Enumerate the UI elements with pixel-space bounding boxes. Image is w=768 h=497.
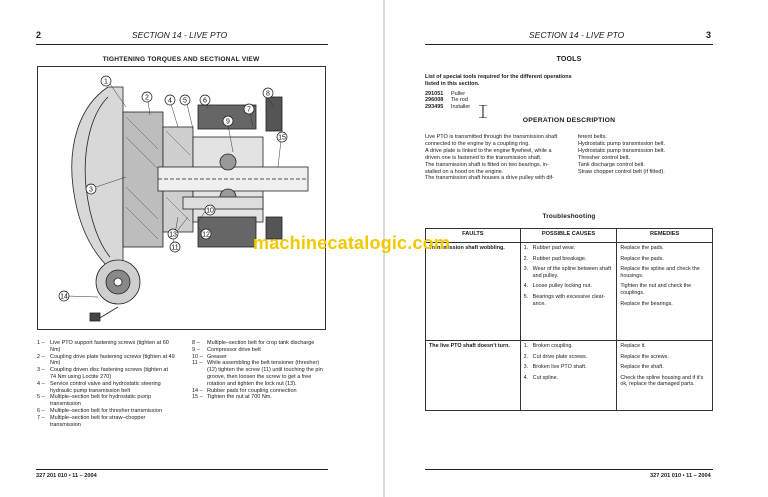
mouse-cursor-icon <box>478 105 488 123</box>
legend-item: 6 – Multiple–section belt for thresher transmission <box>37 407 162 414</box>
causes-cell: 1. Broken coupling. 2. Cut drive plate screws. 3. Broken live PTO shaft. 4. Cut spline. <box>520 341 617 411</box>
header-causes: POSSIBLE CAUSES <box>520 229 617 243</box>
callout-6 <box>200 95 210 105</box>
legend-item: 15 – Tighten the nut at 700 Nm. <box>192 394 272 401</box>
svg-text:9: 9 <box>226 118 230 126</box>
legend-left <box>37 340 175 428</box>
legend-right <box>192 340 330 401</box>
svg-text:14: 14 <box>60 293 68 301</box>
svg-text:10: 10 <box>206 207 214 215</box>
svg-text:4: 4 <box>168 97 172 105</box>
tools-section <box>425 74 575 111</box>
sectional-view-figure <box>37 66 326 330</box>
callout-9 <box>223 116 233 126</box>
operation-text-left: Live PTO is transmitted through the transmission shaft connected to the engine by a coupling ring. A drive plate is linked to the engine flywheel, while a driven one is fastened to the transmission shaft. The transmission shaft is fitted on two bearings, in- stalled on a hood on the engine. The transmission shaft houses a drive pulley with dif- <box>425 134 558 182</box>
callout-3 <box>86 184 96 194</box>
watermark-text: machinecatalogic.com <box>253 233 451 253</box>
callout-5 <box>180 95 190 105</box>
legend-item: 4 – Service control valve and hydrostatic steering hydraulic pump transmission belt <box>37 380 161 394</box>
legend-item: 8 – Multiple–section belt for crop tank discharge <box>192 340 315 346</box>
fault-cell: Transmission shaft wobbling. <box>426 243 521 341</box>
footer-right: 327 201 010 • 11 – 2004 <box>650 473 711 479</box>
table-header-row <box>426 229 713 243</box>
table-row <box>426 243 713 341</box>
tools-intro: List of special tools required for the different operations listed in this section. <box>425 74 572 87</box>
header-rule-right <box>425 44 713 45</box>
callout-7 <box>244 104 254 114</box>
footer-rule-left <box>36 469 328 470</box>
figure-title: TIGHTENING TORQUES AND SECTIONAL VIEW <box>102 56 260 63</box>
tools-title: TOOLS <box>556 56 582 63</box>
legend-item: 9 – Compressor drive belt <box>192 346 261 353</box>
troubleshooting-title: Troubleshooting <box>542 213 596 220</box>
svg-text:13: 13 <box>169 231 177 239</box>
callout-15 <box>277 132 287 142</box>
legend-item: 3 – Coupling driven disc fastening screws (tighten at 74 Nm using Loctite 270) <box>37 367 169 380</box>
callout-12 <box>201 229 211 239</box>
svg-text:15: 15 <box>278 134 286 142</box>
troubleshooting-table <box>425 228 713 411</box>
callout-13 <box>168 229 178 239</box>
section-title-right: SECTION 14 - LIVE PTO <box>529 30 625 40</box>
callout-14 <box>59 291 69 301</box>
tool-row: 296008 Tie rod <box>425 97 468 104</box>
footer-rule-right <box>425 469 713 470</box>
svg-text:2: 2 <box>145 94 149 102</box>
svg-text:1: 1 <box>104 78 108 86</box>
callout-10 <box>205 205 215 215</box>
footer-left: 327 201 010 • 11 – 2004 <box>36 473 97 479</box>
section-title-left: SECTION 14 - LIVE PTO <box>132 30 228 40</box>
callout-4 <box>165 95 175 105</box>
callout-2 <box>142 92 152 102</box>
fault-cell: The live PTO shaft doesn't turn. <box>426 341 521 411</box>
header-remedies: REMEDIES <box>617 229 713 243</box>
sectional-drawing <box>38 67 325 329</box>
table-row <box>426 341 713 411</box>
svg-text:5: 5 <box>183 97 187 105</box>
remedies-cell: Replace it. Replace the screws. Replace the shaft. Check the spline housing and if it's ok, replace the damaged parts. <box>617 341 713 411</box>
svg-text:3: 3 <box>89 186 93 194</box>
causes-cell: 1. Rubber pad wear. 2. Rubber pad breakage. 3. Wear of the spline between shaft and pulley. 4. Loose pulley locking nut. 5. Bearings with excessive clear- ance. <box>520 243 617 341</box>
svg-text:12: 12 <box>202 231 210 239</box>
legend-item: 5 – Multiple–section belt for hydrostatic pump transmission <box>37 394 152 408</box>
legend-item: 7 – Multiple–section belt for straw–chopper transmission <box>37 414 146 428</box>
tool-row: 293495 Installer <box>425 104 471 111</box>
callout-8 <box>263 88 273 98</box>
callout-11 <box>170 242 180 252</box>
legend-item: 2 – Coupling drive plate fastening screws (tighten at 49 Nm) <box>37 353 175 367</box>
callout-1 <box>101 76 111 86</box>
header-faults: FAULTS <box>426 229 521 243</box>
legend-item: 11 – While assembling the belt tensioner (thresher) (12) tighten the screw (11) until touching the pin groove, then loosen the screw to get a free rotation and tighten the lock nut (13). <box>192 360 323 387</box>
legend-item: 10 – Greaser <box>192 353 227 360</box>
legend-item: 1 – Live PTO support fastening screws (tighten at 60 Nm) <box>37 340 169 353</box>
header-rule-left <box>36 44 328 45</box>
tool-row: 291051 Puller <box>425 90 466 97</box>
legend-item: 14 – Rubber pads for coupling connection <box>192 387 297 394</box>
svg-text:6: 6 <box>203 97 207 105</box>
operation-title: OPERATION DESCRIPTION <box>522 117 616 124</box>
operation-text-right: ferent belts. Hydrostatic pump transmission belt. Hydrostatic pump transmission belt. Thresher control belt. Tank discharge control belt. Straw chopper control belt (if fitted). <box>578 134 666 175</box>
svg-text:8: 8 <box>266 90 270 98</box>
svg-text:7: 7 <box>247 106 251 114</box>
page-number-left: 2 <box>36 30 42 40</box>
svg-text:11: 11 <box>171 244 179 252</box>
remedies-cell: Replace the pads. Replace the pads. Replace the spline and check the housings. Tighten the nut and check the couplings. Replace the bearings. <box>617 243 713 341</box>
page-number-right: 3 <box>706 30 712 40</box>
